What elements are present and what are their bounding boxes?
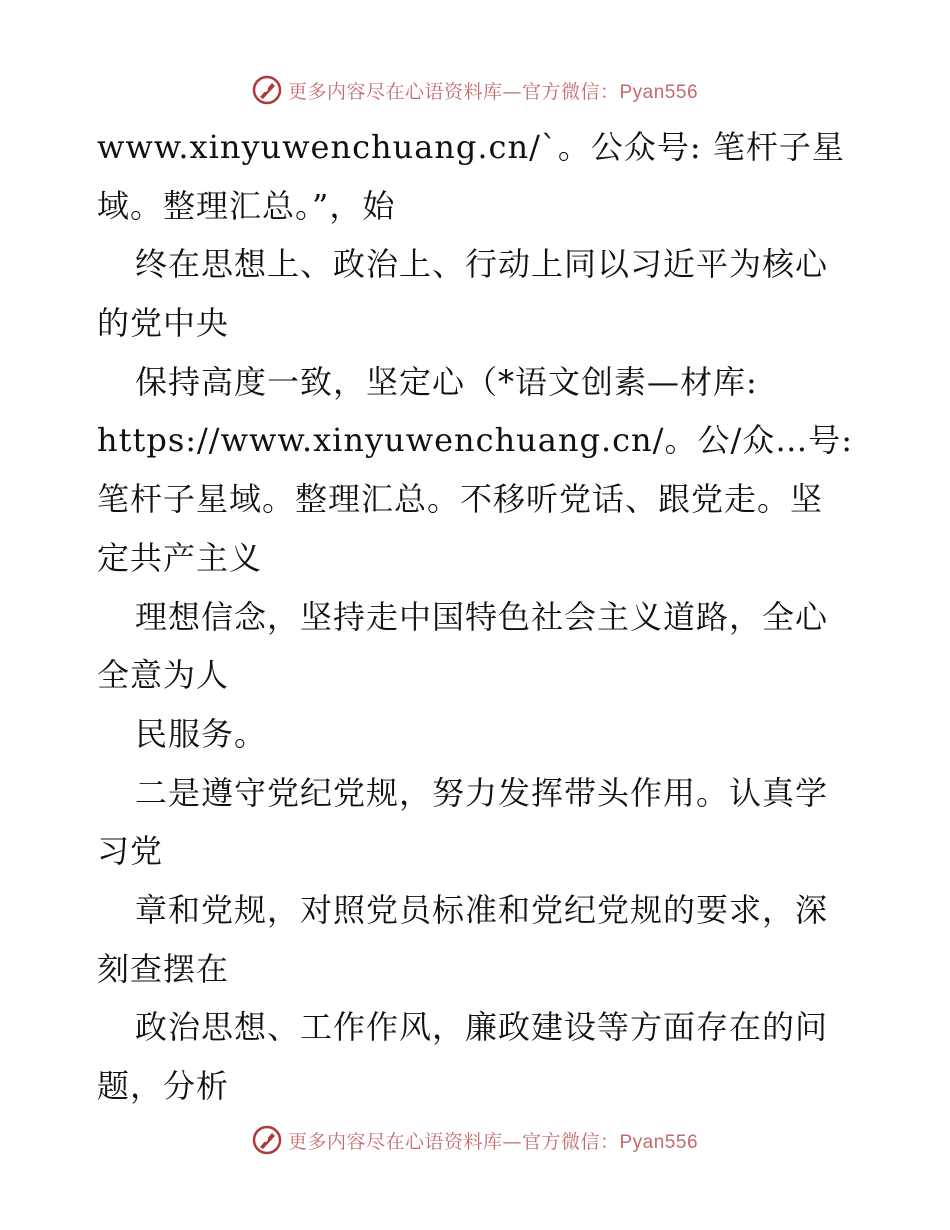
document-body (97, 118, 857, 1116)
banner-official-label: 官方微信： (521, 1130, 620, 1153)
text-line: 题，分析 (97, 1067, 230, 1105)
text-line: 保持高度一致，坚定心（*语文创素—材库: (135, 362, 758, 401)
banner-title: 更多内容尽在心语资料库 (287, 80, 503, 103)
text-line: 全意为人 (97, 656, 230, 695)
banner-wechat-id: Pyan556 (619, 81, 699, 103)
text-line: 笔杆子星域。整理汇总。不移听党话、跟党走。坚 (97, 480, 824, 519)
text-line: 刻查摆在 (97, 949, 230, 988)
banner-official-label: 官方微信： (521, 80, 620, 103)
text-line: 章和党规，对照党员标准和党纪党规的要求，深 (135, 890, 829, 929)
header-banner-text (288, 77, 698, 104)
page-header-banner (0, 70, 950, 110)
text-line: 终在思想上、政治上、行动上同以习近平为核心 (135, 245, 829, 284)
text-line: 二是遵守党纪党规，努力发挥带头作用。认真学 (135, 773, 829, 812)
footer-banner-text (288, 1127, 698, 1154)
text-line: 定共产主义 (97, 538, 263, 577)
text-line: 的党中央 (97, 304, 230, 343)
text-line: 民服务。 (135, 714, 268, 753)
banner-separator: — (502, 80, 522, 103)
text-line: 习党 (97, 832, 164, 871)
text-line: www.xinyuwenchuang.cn/`。公众号: 笔杆子星 (97, 128, 845, 166)
page-footer-banner (0, 1120, 950, 1160)
quill-logo-icon (252, 1125, 282, 1155)
banner-separator: — (502, 1130, 522, 1153)
text-line: 政治思想、工作作风，廉政建设等方面存在的问 (135, 1008, 829, 1047)
banner-wechat-id: Pyan556 (619, 1131, 699, 1153)
text-line: 域。整理汇总。”，始 (97, 186, 396, 225)
text-line: https://www.xinyuwenchuang.cn/。公/众…号: (97, 421, 854, 460)
banner-title: 更多内容尽在心语资料库 (287, 1130, 503, 1153)
text-line: 理想信念，坚持走中国特色社会主义道路，全心 (135, 597, 829, 636)
quill-logo-icon (252, 75, 282, 105)
